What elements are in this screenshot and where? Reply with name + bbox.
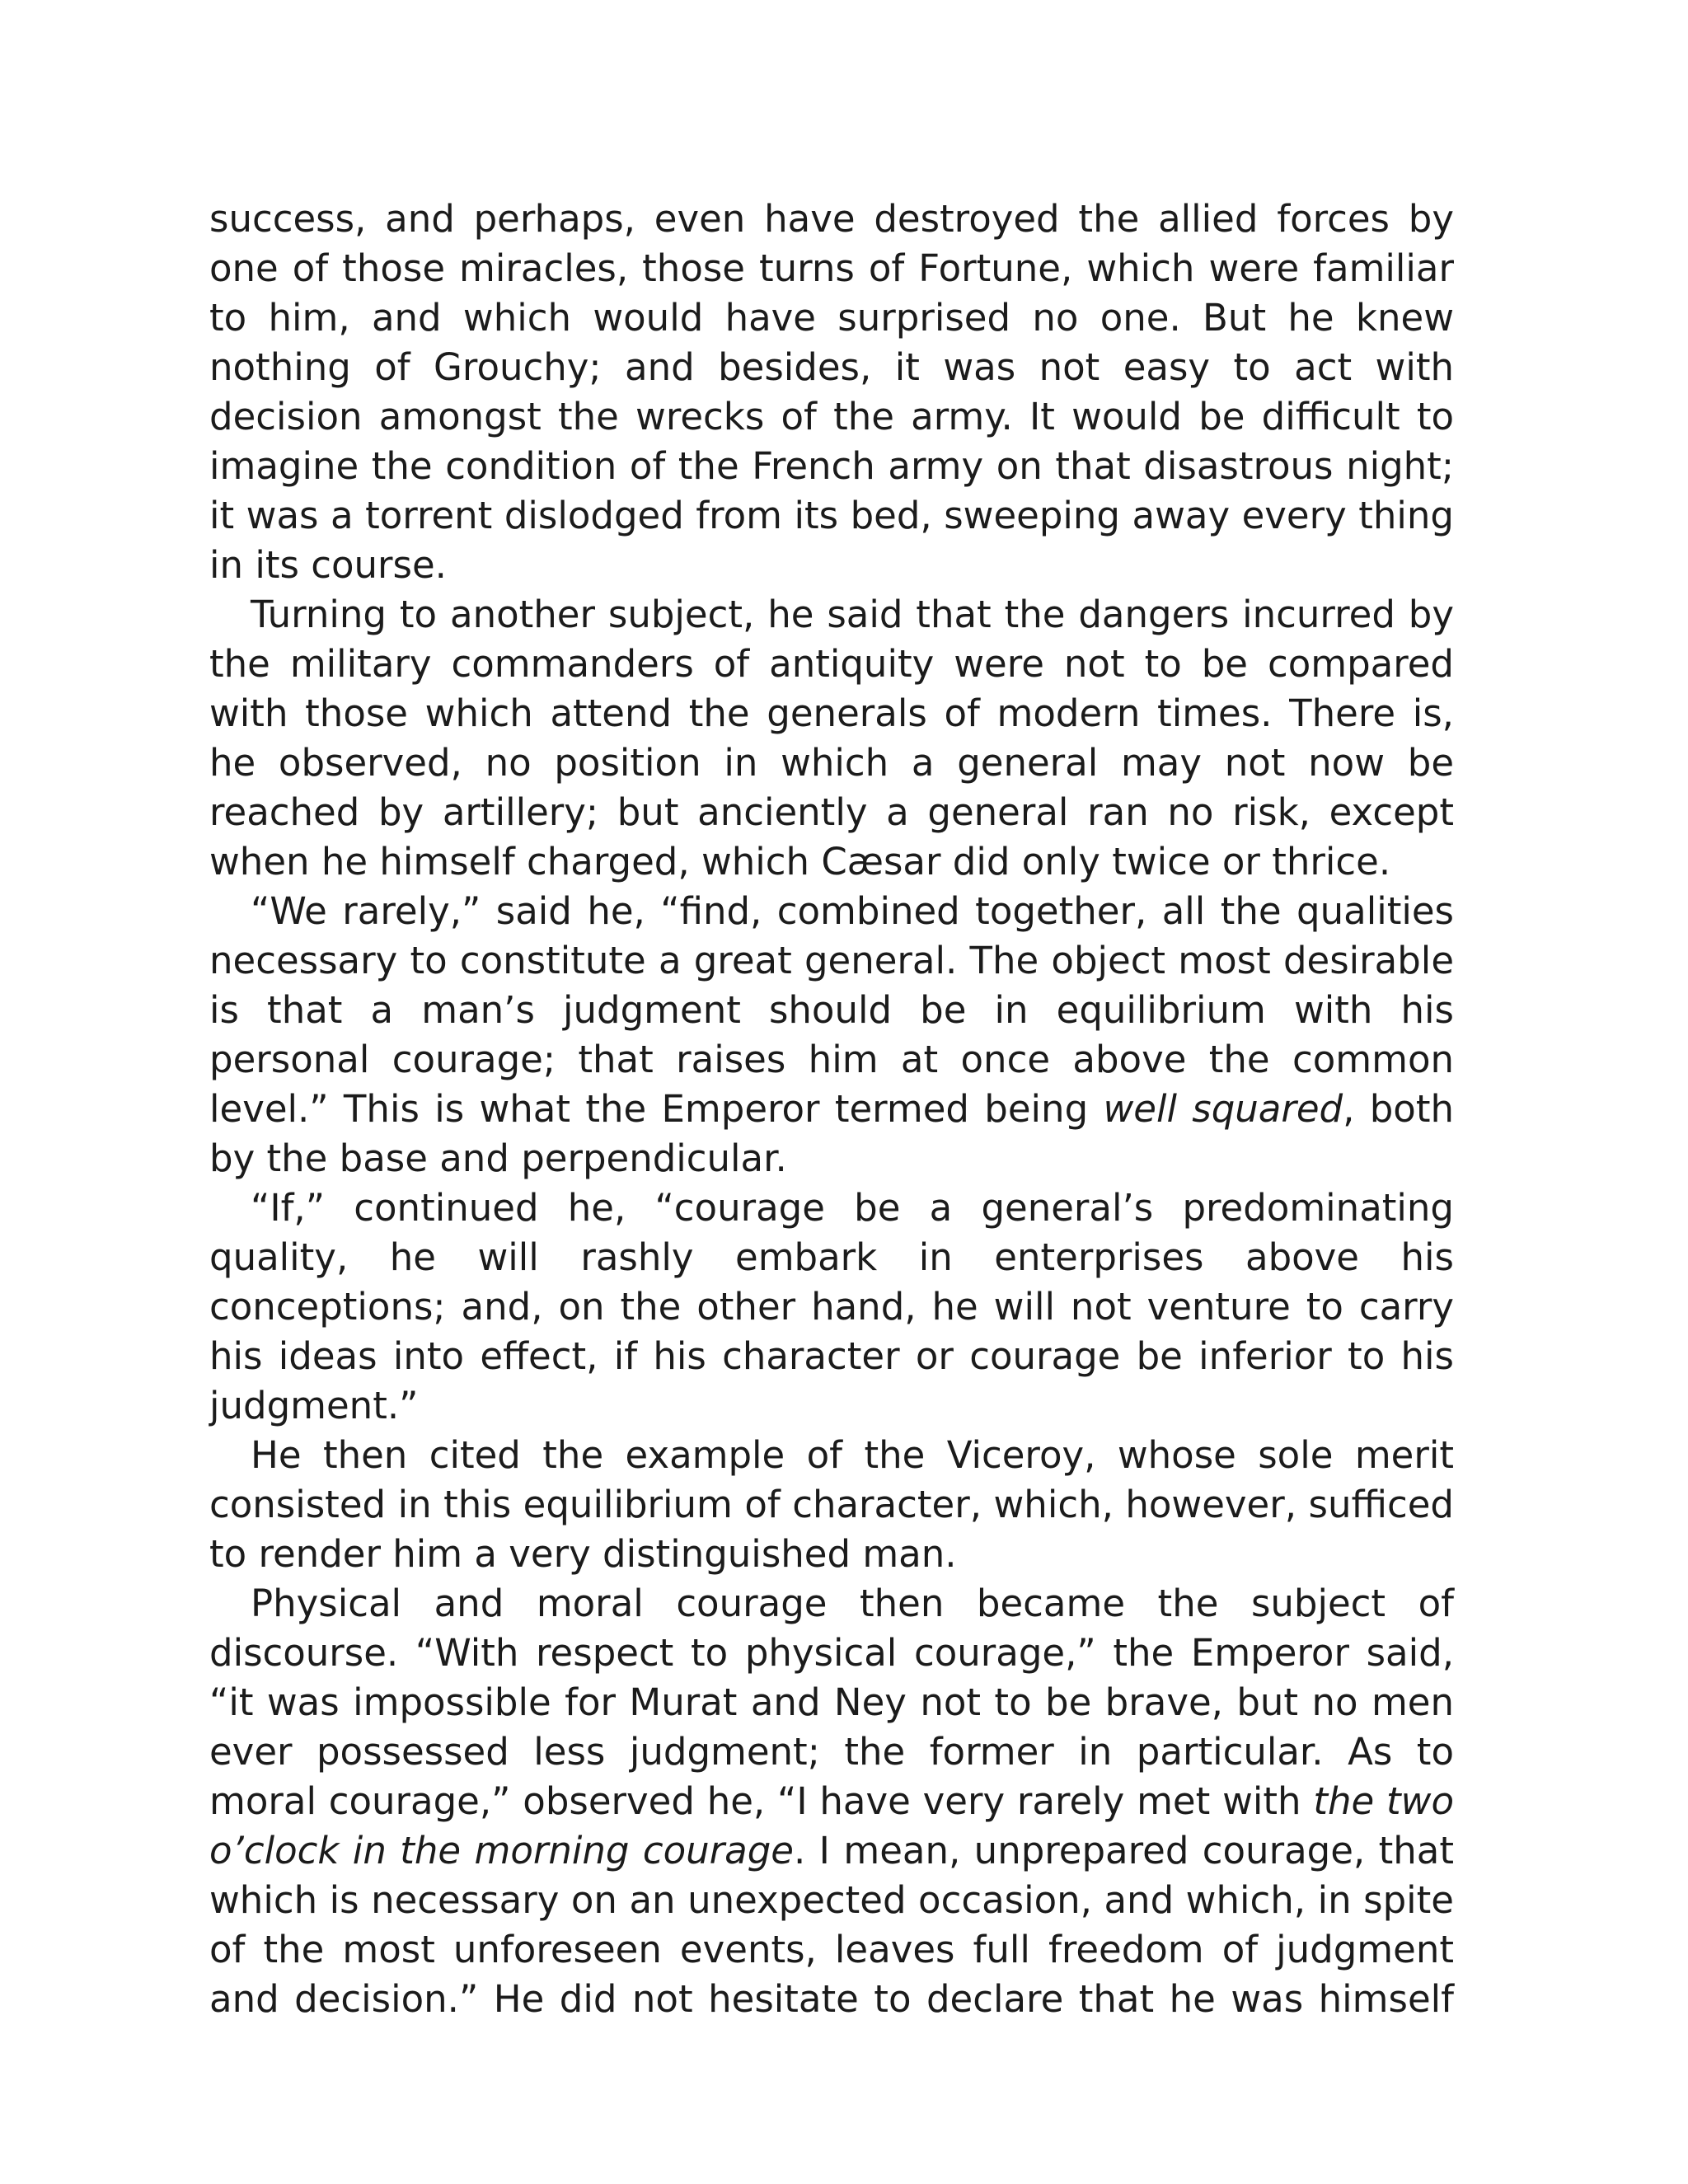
text-segment: “We rarely,” said he, “find, combined together, all the qualities necessary to constitute a great general. The object most desirable is that a man’s judgment should be in equilibrium with his personal courage; that raises him at once above the common level.” This is what the Emperor termed being (209, 889, 1454, 1131)
paragraph-5 (209, 1431, 1454, 1579)
text-segment: “If,” continued he, “courage be a general’s predominating quality, he will rashly embark in enterprises above his conceptions; and, on the other hand, he will not venture to carry his ideas into effect, if his character or courage be inferior to his judgment.” (209, 1186, 1454, 1427)
paragraph-3 (209, 887, 1454, 1183)
text-segment: success, and perhaps, even have destroyed the allied forces by one of those miracles, those turns of Fortune, which were familiar to him, and which would have surprised no one. But he knew nothing of Grouchy; and besides, it was not easy to act with decision amongst the wrecks of the army. It would be difficult to imagine the condition of the French army on that disastrous night; it was a torrent dislodged from its bed, sweeping away every thing in its course. (209, 197, 1454, 587)
paragraph-2 (209, 590, 1454, 887)
paragraph-1 (209, 194, 1454, 590)
text-segment: , both by the base and perpendicular. (209, 1087, 1455, 1180)
text-segment: He then cited the example of the Viceroy, whose sole merit consisted in this equilibrium of character, which, however, sufficed to render him a very distinguished man. (209, 1433, 1454, 1576)
text-segment: Physical and moral courage then became the subject of discourse. “With respect to physical courage,” the Emperor said, “it was impossible for Murat and Ney not to be brave, but no men ever possessed less judgment; the former in particular. As to moral courage,” observed he, “I have very rarely met with (209, 1582, 1454, 1823)
page-body (209, 194, 1454, 2024)
paragraph-6 (209, 1579, 1454, 2024)
text-segment: Turning to another subject, he said that the dangers incurred by the military commanders of antiquity were not to be compared with those which attend the generals of modern times. There is, he observed, no position in which a general may not now be reached by artillery; but anciently a general ran no risk, except when he himself charged, which Cæsar did only twice or thrice. (209, 593, 1454, 883)
text-segment: . I mean, unprepared courage, that which is necessary on an unexpected occasion, and which, in spite of the most unforeseen events, leaves full freedom of judgment and decision.” He did not hesitate to declare that he was himself (209, 1829, 1454, 2021)
italic-phrase: well squared (1103, 1087, 1343, 1131)
paragraph-4 (209, 1183, 1454, 1431)
italic-phrase: the two o’clock in the morning courage (209, 1779, 1454, 1872)
